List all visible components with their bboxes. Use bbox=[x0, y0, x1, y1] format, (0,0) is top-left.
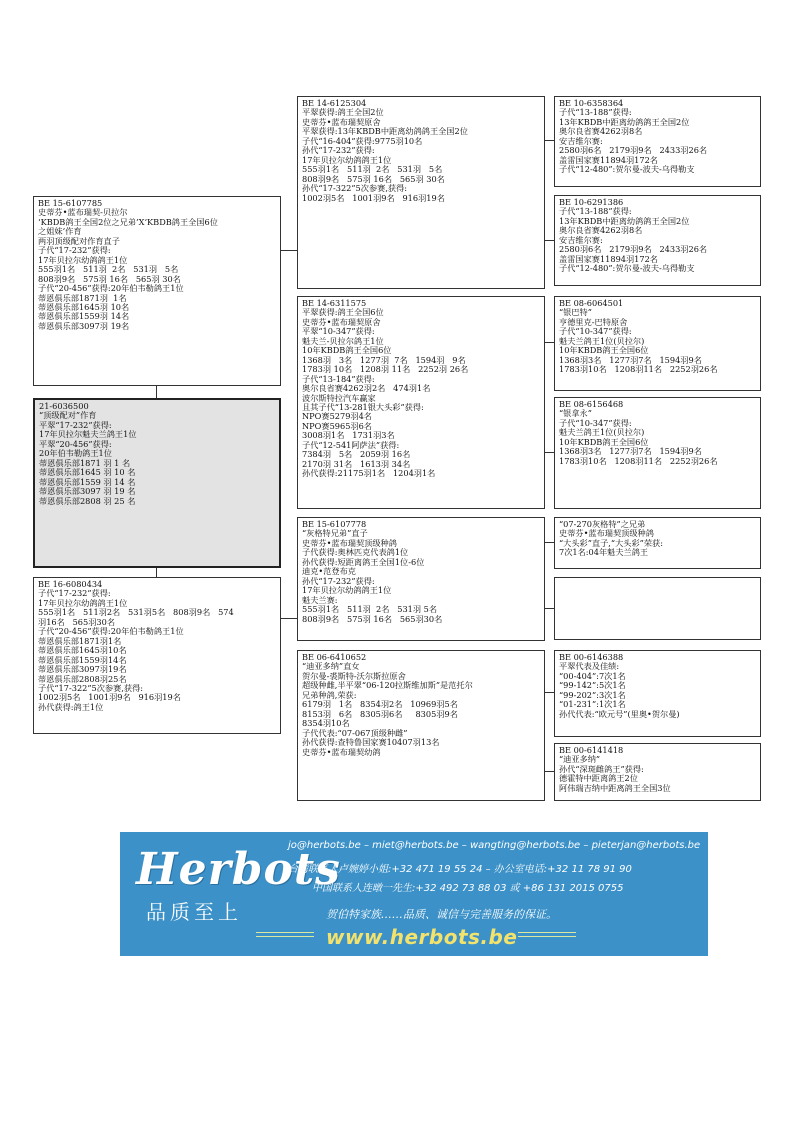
card-text-line: 阿伟瑞吉纳中距离鸽王全国3位 bbox=[559, 782, 671, 793]
card-text-line: 子代“12-480”:贺尔曼-波夫-乌得勒支 bbox=[559, 263, 695, 274]
card-text-line: 孙代获得:鸽王1位 bbox=[38, 701, 104, 712]
card-text-line: 史蒂芬•蓝布瑞契顶级种鸽 bbox=[559, 528, 654, 539]
connector-line bbox=[156, 386, 157, 398]
card-text-line: 蒂恩俱乐部1559羽14名 bbox=[38, 654, 127, 665]
card-header-line: BE 14-6125304 bbox=[302, 98, 367, 108]
card-text-line: 孙代“17-322”5次参赛,获得: bbox=[302, 183, 408, 194]
card-text-line: 平翠获得:13年KBDB中距离幼鸽鸽王全国2位 bbox=[302, 126, 468, 137]
card-text-line: 蒂恩俱乐部3097羽 19名 bbox=[38, 320, 130, 331]
card-text-line: 1783羽10名 1208羽11名 2252羽26名 bbox=[559, 455, 718, 466]
card-text-line: 6179羽 1名 8354羽2名 10969羽5名 bbox=[302, 699, 458, 710]
pedigree-dam-dam-dam-card bbox=[554, 743, 761, 801]
card-text-line: 13年KBDB中距离幼鸽鸽王全国2位 bbox=[559, 215, 690, 226]
card-text-line: 安吉维尔赛: bbox=[559, 234, 603, 245]
card-header-line: BE 10-6291386 bbox=[559, 197, 624, 207]
card-text-line: NPO赛5279羽4名 bbox=[302, 411, 372, 422]
card-text-line: 子代“12-541阿萨法”获得: bbox=[302, 439, 400, 450]
card-text-line: 555羽1名 511羽2名 531羽5名 808羽9名 574 bbox=[38, 607, 234, 618]
pedigree-dam-card bbox=[33, 577, 281, 734]
card-text-line: 蒂恩俱乐部3097 羽 19 名 bbox=[39, 486, 136, 497]
card-text-line: 7384羽 5名 2059羽 16名 bbox=[302, 449, 411, 460]
card-text-line: 子代“13-188”获得: bbox=[559, 107, 632, 118]
card-text-line: 808羽9名 575羽 16名 565羽 30名 bbox=[302, 173, 445, 184]
card-text-line: 盖雷国家赛11894羽172名 bbox=[559, 253, 658, 264]
card-header-line: BE 06-6410652 bbox=[302, 652, 367, 662]
card-text-line: 史蒂芬•蓝布瑞契幼鸽 bbox=[302, 746, 381, 757]
card-text-line: 子代“17-322”5次参赛,获得: bbox=[38, 682, 144, 693]
card-text-line: ‘KBDB鸽王全国2位之兄弟’X‘KBDB鸽王全国6位 bbox=[38, 216, 218, 227]
card-text-line: 史蒂芬•蓝布瑞契原舍 bbox=[302, 116, 381, 127]
card-text-line: 蒂恩俱乐部1871 羽 1 名 bbox=[39, 457, 131, 468]
card-text-line: 魁夫兰赛: bbox=[302, 594, 338, 605]
card-text-line: 蒂恩俱乐部1645 羽 10 名 bbox=[39, 467, 136, 478]
card-text-line: 子代“13-184”获得: bbox=[302, 373, 375, 384]
card-header-line: BE 10-6358364 bbox=[559, 98, 624, 108]
card-text-line: 1002羽5名 1001羽9名 916羽19名 bbox=[38, 692, 181, 703]
divider bbox=[256, 936, 314, 937]
divider bbox=[518, 932, 576, 933]
card-header-line: BE 14-6311575 bbox=[302, 298, 367, 308]
card-text-line: 1368羽3名 1277羽7名 1594羽9名 bbox=[559, 446, 702, 457]
pedigree-subject-card bbox=[33, 398, 281, 568]
card-text-line: 8354羽10名 bbox=[302, 718, 350, 729]
website-link[interactable]: www.herbots.be bbox=[326, 925, 518, 949]
card-text-line: 2170羽 31名 1613羽 34名 bbox=[302, 458, 411, 469]
card-text-line: 蒂恩俱乐部2808羽25名 bbox=[38, 673, 127, 684]
pedigree-sire-dam-sire-card bbox=[554, 296, 761, 391]
card-text-line: 子代“16-404”获得:9775羽10名 bbox=[302, 135, 423, 146]
card-text-line: 迪克•范登布克 bbox=[302, 566, 356, 577]
connector-line bbox=[545, 140, 554, 141]
connector-line bbox=[545, 771, 554, 772]
card-text-line: 孙代“深斑雌鸽王”获得: bbox=[559, 763, 644, 774]
card-text-line: 蒂恩俱乐部1645羽10名 bbox=[38, 645, 127, 656]
card-text-line: 17年贝拉尔幼鸽鸽王1位 bbox=[302, 585, 392, 596]
card-header-line: BE 00-6141418 bbox=[559, 745, 624, 755]
card-text-line: 兄弟种鸽,荣获: bbox=[302, 689, 357, 700]
card-text-line: 蒂恩俱乐部2808 羽 25 名 bbox=[39, 495, 136, 506]
card-text-line: 两羽顶级配对作育直子 bbox=[38, 235, 120, 246]
herbots-logo: Herbots bbox=[136, 844, 341, 895]
card-text-line: 子代“12-480”:贺尔曼-波夫-乌得勒支 bbox=[559, 164, 695, 175]
card-text-line: 808羽9名 575羽 16名 565羽 30名 bbox=[38, 273, 181, 284]
herbots-banner bbox=[120, 832, 708, 956]
card-text-line: 孙代“17-232”获得: bbox=[302, 145, 375, 156]
card-text-line: 波尔斯特拉汽车赢家 bbox=[302, 392, 376, 403]
card-text-line: “灰格特兄弟”直子 bbox=[302, 528, 368, 539]
card-header-line: BE 08-6156468 bbox=[559, 399, 624, 409]
card-text-line: 555羽1名 511羽 2名 531羽 5名 bbox=[38, 264, 179, 275]
card-text-line: 史蒂芬•蓝布瑞契顶级种鸽 bbox=[302, 537, 397, 548]
pedigree-dam-sire-card bbox=[297, 517, 545, 641]
card-text-line: 史蒂芬•蓝布瑞契-贝拉尔 bbox=[38, 207, 128, 218]
card-text-line: 1002羽5名 1001羽9名 916羽19名 bbox=[302, 192, 445, 203]
card-text-line: “99-202”:3次1名 bbox=[559, 689, 626, 700]
brand-tagline: 品质至上 bbox=[146, 900, 242, 924]
connector-line bbox=[545, 608, 554, 609]
card-text-line: 蒂恩俱乐部1559羽 14名 bbox=[38, 311, 130, 322]
pedigree-sire-sire-dam-card bbox=[554, 195, 761, 286]
connector-line bbox=[545, 452, 554, 453]
card-text-line: 史蒂芬•蓝布瑞契原舍 bbox=[302, 316, 381, 327]
card-text-line: 奥尔良省赛4262羽2名 474羽1名 bbox=[302, 383, 431, 394]
card-header-line: BE 08-6064501 bbox=[559, 298, 624, 308]
card-text-line: 奥尔良省赛4262羽8名 bbox=[559, 225, 643, 236]
card-text-line: 蒂恩俱乐部1559 羽 14 名 bbox=[39, 476, 136, 487]
card-text-line: 17年贝拉尔幼鸽鸽王1位 bbox=[38, 254, 128, 265]
card-header-line: BE 15-6107778 bbox=[302, 519, 367, 529]
card-text-line: 3008羽1名 1731羽3名 bbox=[302, 430, 395, 441]
card-text-line: 子代“17-232”获得: bbox=[38, 588, 111, 599]
pedigree-sire-sire-card bbox=[297, 96, 545, 289]
card-text-line: 1368羽3名 1277羽7名 1594羽9名 bbox=[559, 354, 702, 365]
card-text-line: 奥尔良省赛4262羽8名 bbox=[559, 126, 643, 137]
pedigree-sire-dam-card bbox=[297, 296, 545, 509]
card-text-line: NPO赛5965羽6名 bbox=[302, 420, 372, 431]
card-text-line: 1783羽 10名 1208羽 11名 2252羽 26名 bbox=[302, 364, 469, 375]
card-text-line: 魁夫兰鸽王1位(贝拉尔) bbox=[559, 335, 645, 346]
card-text-line: 蒂恩俱乐部3097羽19名 bbox=[38, 664, 127, 675]
card-text-line: 20年伯韦勒鸽王1位 bbox=[39, 448, 112, 459]
card-text-line: 平翠代表及佳绩: bbox=[559, 661, 620, 672]
connector-line bbox=[545, 240, 554, 241]
card-text-line: 10年KBDB鸽王全国6位 bbox=[559, 345, 649, 356]
card-text-line: 平翠“20-456”获得: bbox=[39, 438, 112, 449]
card-text-line: 孙代获得:21175羽1名 1204羽1名 bbox=[302, 468, 436, 479]
pedigree-dam-dam-card bbox=[297, 650, 545, 801]
card-text-line: 亨德里克-巴特原舍 bbox=[559, 316, 628, 327]
card-text-line: “迪亚多纳”直女 bbox=[302, 661, 360, 672]
connector-line bbox=[545, 692, 554, 693]
card-text-line: 魁夫兰鸽王1位(贝拉尔) bbox=[559, 427, 645, 438]
card-text-line: 子代“20-456”获得:20年伯韦勒鸽王1位 bbox=[38, 283, 184, 294]
card-text-line: 1368羽 3名 1277羽 7名 1594羽 9名 bbox=[302, 354, 466, 365]
card-text-line: 子代“17-232”获得: bbox=[38, 245, 111, 256]
pedigree-sire-card bbox=[33, 196, 281, 386]
pedigree-sire-dam-dam-card bbox=[554, 397, 761, 509]
card-text-line: 子代“10-347”获得: bbox=[559, 417, 632, 428]
card-text-line: 超级种雌,半平翠“06-120拉斯维加斯”是范托尔 bbox=[302, 680, 473, 691]
card-text-line: 子代“20-456”获得:20年伯韦勒鸽王1位 bbox=[38, 626, 184, 637]
card-text-line: 10年KBDB鸽王全国6位 bbox=[559, 436, 649, 447]
card-text-line: “01-231”:1次1名 bbox=[559, 699, 626, 710]
card-text-line: 13年KBDB中距离幼鸽鸽王全国2位 bbox=[559, 116, 690, 127]
card-text-line: “顶级配对”作育 bbox=[39, 410, 97, 421]
card-text-line: 1783羽10名 1208羽11名 2252羽26名 bbox=[559, 364, 718, 375]
pedigree-sire-sire-sire-card bbox=[554, 96, 761, 187]
card-header-line: “07-270灰格特”之兄弟 bbox=[559, 519, 646, 529]
card-text-line: 蒂恩俱乐部1871羽1名 bbox=[38, 635, 122, 646]
card-text-line: 羽16名 565羽30名 bbox=[38, 616, 116, 627]
card-header-line: BE 00-6146388 bbox=[559, 652, 624, 662]
card-header-line: 21-6036500 bbox=[39, 401, 89, 411]
card-text-line: 平翠获得:鸽王全国2位 bbox=[302, 107, 384, 118]
contact-taiwan: 台湾联系人卢婉婷小姐:+32 471 19 55 24 – 办公室电话:+32 11 78 91 90 bbox=[288, 864, 632, 875]
card-text-line: 子代代表:“07-067顶级种雌” bbox=[302, 727, 408, 738]
card-text-line: 17年贝拉尔幼鸽鸽王1位 bbox=[38, 597, 128, 608]
card-text-line: 子代“13-188”获得: bbox=[559, 206, 632, 217]
connector-line bbox=[545, 342, 554, 343]
card-text-line: 10年KBDB鸽王全国6位 bbox=[302, 345, 392, 356]
card-text-line: 蒂恩俱乐部1645羽 10名 bbox=[38, 301, 130, 312]
card-text-line: 孙代代表:“欧元号”(里奥•贺尔曼) bbox=[559, 708, 680, 719]
card-text-line: 子代“10-347”获得: bbox=[559, 326, 632, 337]
divider bbox=[256, 932, 314, 933]
card-text-line: 且其子代“13-281银大头彩”获得: bbox=[302, 401, 424, 412]
card-text-line: 贺尔曼-裘斯特-沃尔斯拉原舍 bbox=[302, 670, 406, 681]
card-text-line: 555羽1名 511羽 2名 531羽 5名 bbox=[302, 604, 438, 615]
connector-line bbox=[156, 568, 157, 577]
card-text-line: 2580羽6名 2179羽9名 2433羽26名 bbox=[559, 244, 708, 255]
card-text-line: 8153羽 6名 8305羽6名 8305羽9名 bbox=[302, 708, 458, 719]
card-text-line: 之姐妹’作育 bbox=[38, 226, 82, 237]
card-text-line: “银拿永” bbox=[559, 408, 592, 419]
contact-emails[interactable]: jo@herbots.be – miet@herbots.be – wangting@herbots.be – pieterjan@herbots.be bbox=[288, 840, 701, 851]
connector-line bbox=[545, 542, 554, 543]
card-text-line: 17年贝拉尔魁夫兰鸽王1位 bbox=[39, 429, 137, 440]
card-text-line: “大头彩”直子,“大头彩”荣获: bbox=[559, 537, 663, 548]
card-text-line: “00-404”:7次1名 bbox=[559, 670, 626, 681]
card-text-line: 808羽9名 575羽 16名 565羽30名 bbox=[302, 613, 443, 624]
pedigree-dam-dam-sire-card bbox=[554, 650, 761, 737]
divider bbox=[518, 936, 576, 937]
card-text-line: 2580羽6名 2179羽9名 2433羽26名 bbox=[559, 145, 708, 156]
card-text-line: 平翠获得:鸽王全国6位 bbox=[302, 307, 384, 318]
card-header-line: BE 16-6080434 bbox=[38, 579, 103, 589]
pedigree-dam-sire-dam-card bbox=[554, 577, 761, 640]
connector-line bbox=[281, 250, 297, 251]
card-text-line: 555羽1名 511羽 2名 531羽 5名 bbox=[302, 164, 443, 175]
pedigree-dam-sire-sire-card bbox=[554, 517, 761, 569]
card-text-line: 子代获得:奥林匹克代表鸽1位 bbox=[302, 547, 409, 558]
card-text-line: 7次1名:04年魁夫兰鸽王 bbox=[559, 547, 649, 558]
card-text-line: 平翠“17-232”获得: bbox=[39, 419, 112, 430]
card-text-line: “银巴特” bbox=[559, 307, 592, 318]
card-text-line: “迪亚多纳” bbox=[559, 754, 601, 765]
connector-line bbox=[281, 618, 297, 619]
card-text-line: 德霍特中距离鸽王2位 bbox=[559, 773, 638, 784]
card-text-line: 安吉维尔赛: bbox=[559, 135, 603, 146]
contact-china: 中国联系人连暾一先生:+32 492 73 88 03 或 +86 131 2015 0755 bbox=[312, 883, 624, 894]
card-text-line: 孙代获得:查特鲁国家赛10407羽13名 bbox=[302, 737, 440, 748]
card-text-line: 孙代获得:短距离鸽王全国1位-6位 bbox=[302, 556, 425, 567]
card-text-line: 平翠“10-347”获得: bbox=[302, 326, 375, 337]
card-text-line: 蒂恩俱乐部1871羽 1名 bbox=[38, 292, 127, 303]
card-text-line: 盖雷国家赛11894羽172名 bbox=[559, 154, 658, 165]
card-text-line: 17年贝拉尔幼鸽鸽王1位 bbox=[302, 154, 392, 165]
card-text-line: 魁夫兰-贝拉尔鸽王1位 bbox=[302, 335, 384, 346]
card-text-line: 孙代“17-232”获得: bbox=[302, 575, 375, 586]
card-text-line: “99-142”:5次1名 bbox=[559, 680, 626, 691]
banner-slogan: 贺伯特家族……品质、诚信与完善服务的保证。 bbox=[326, 908, 557, 921]
card-header-line: BE 15-6107785 bbox=[38, 198, 103, 208]
